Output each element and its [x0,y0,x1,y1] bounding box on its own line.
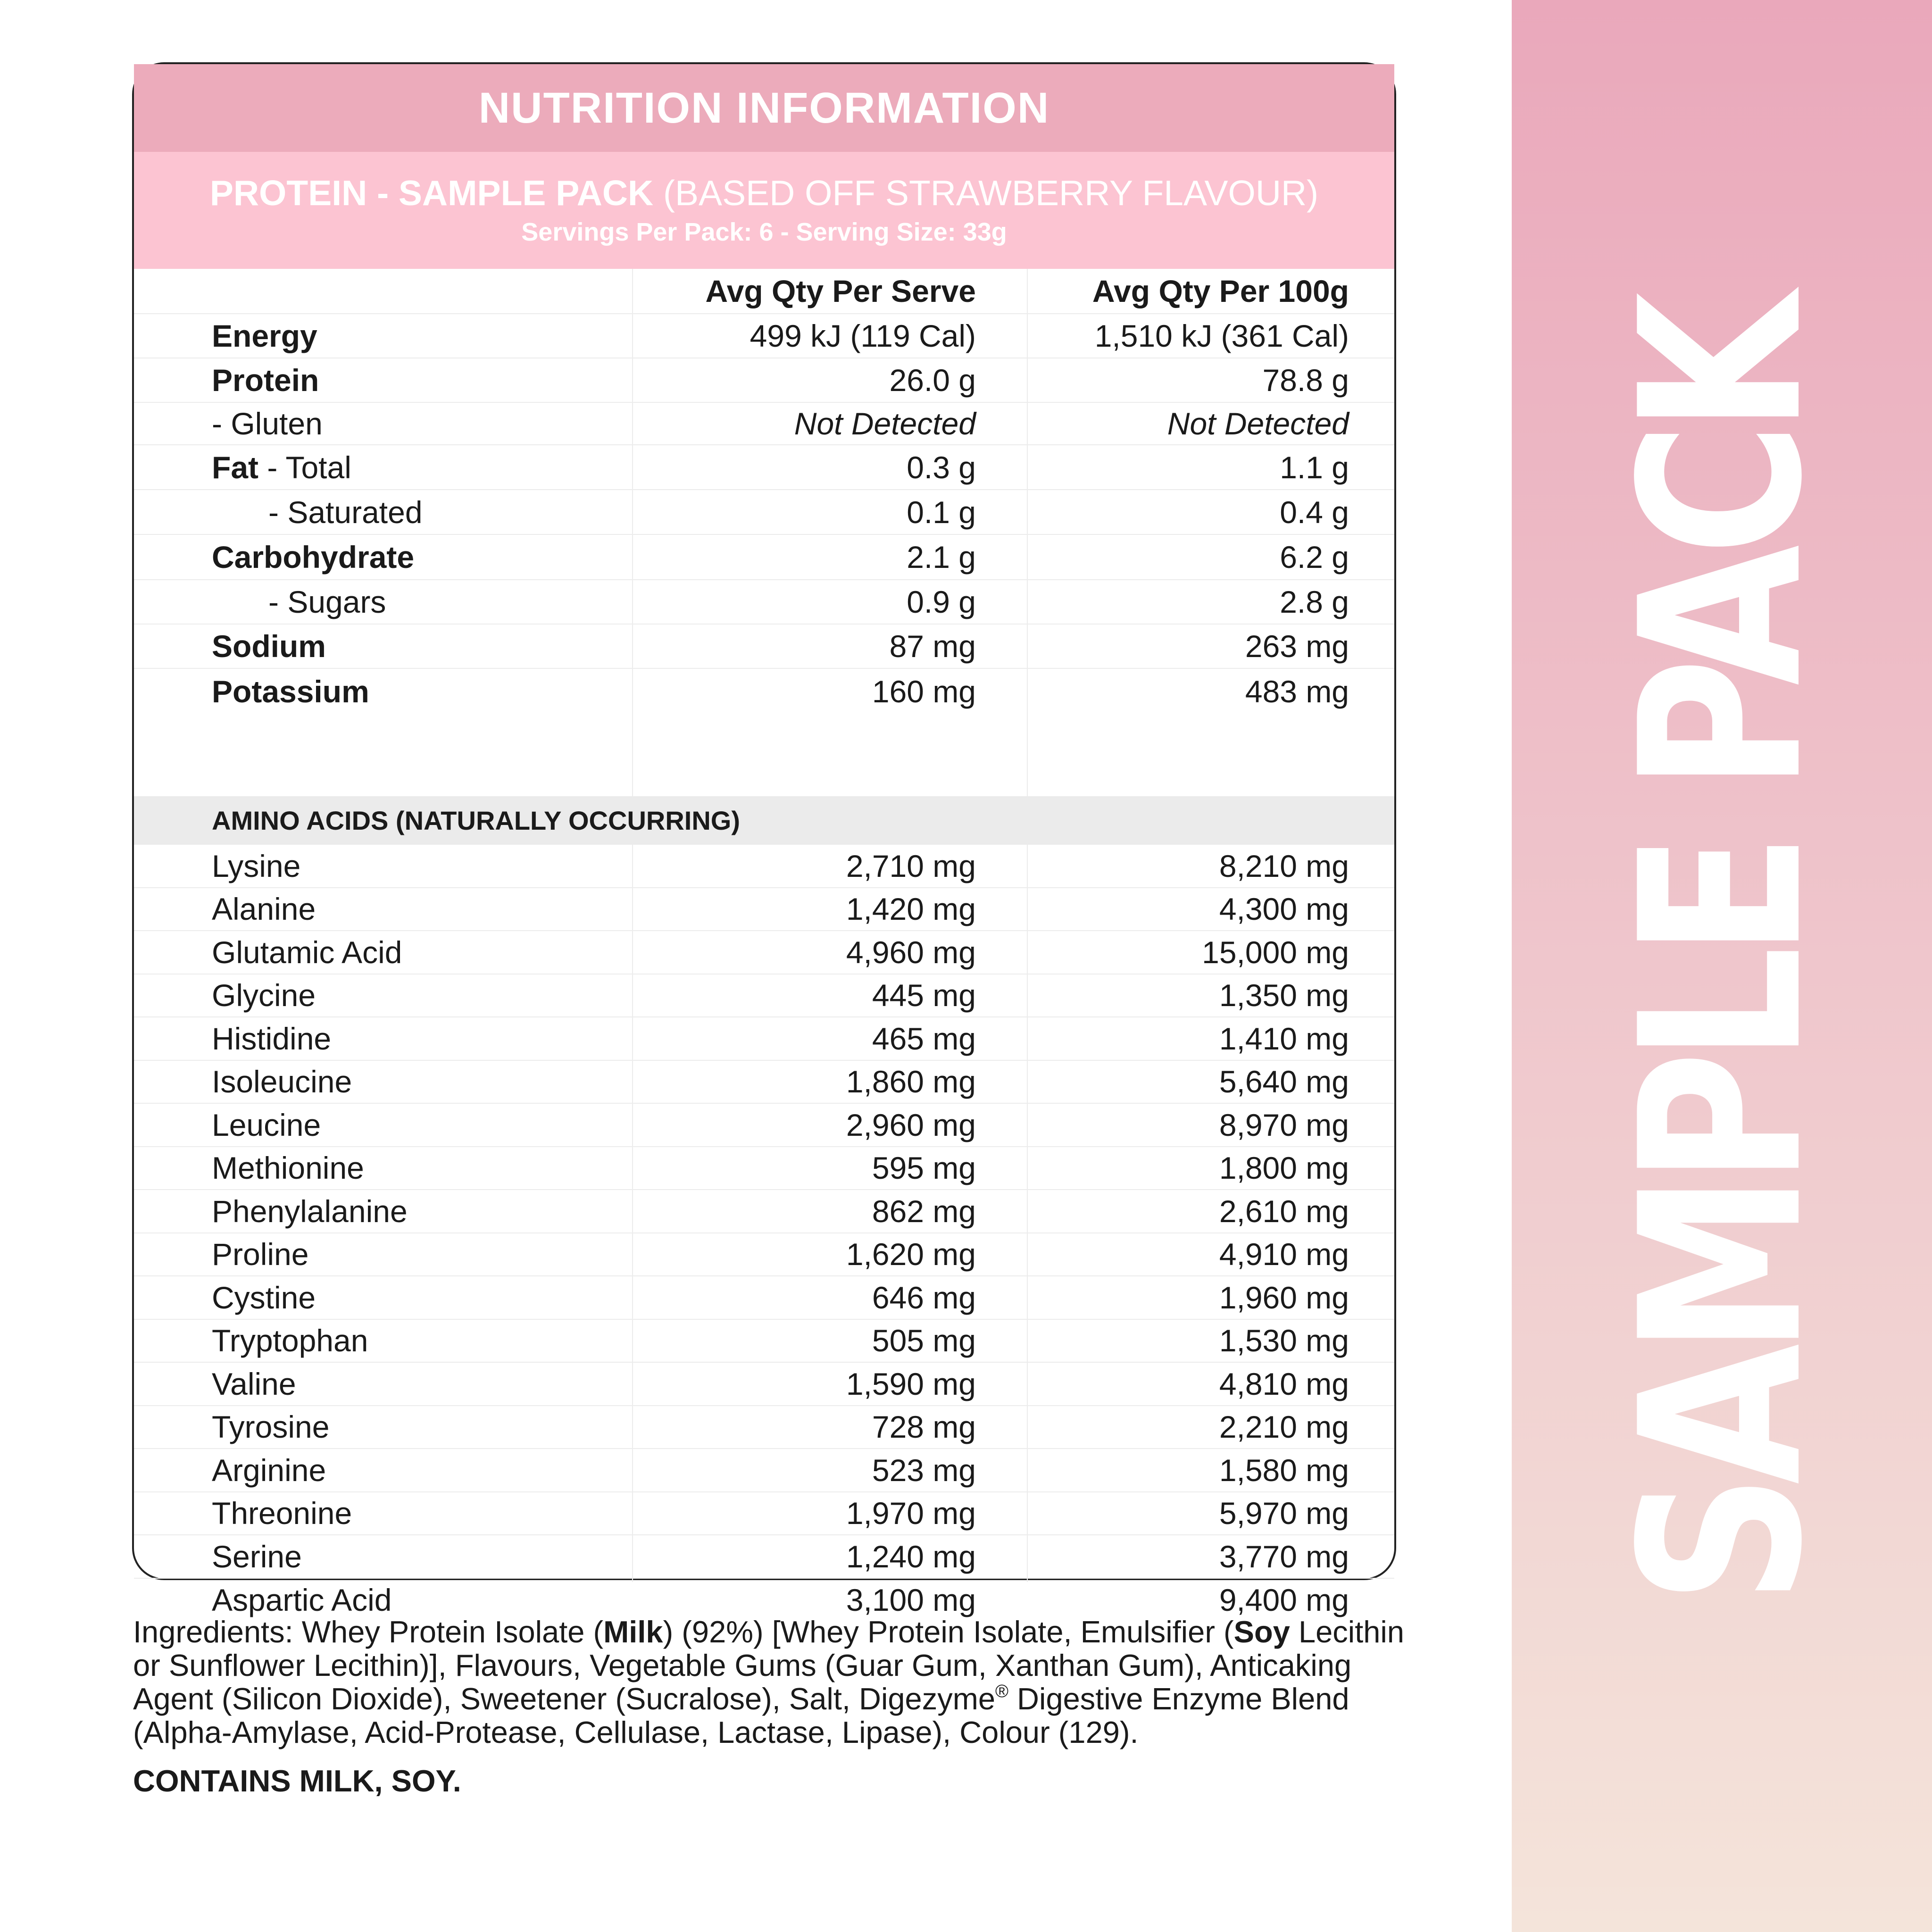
amino-acid-row [134,1017,1394,1061]
nutrient-row [134,580,1394,625]
amino-acid-row [134,845,1394,888]
header-per-serve: Avg Qty Per Serve [705,274,976,308]
amino-acid-label: Arginine [212,1452,326,1488]
nutrient-label: Potassium [212,674,369,709]
product-header [134,152,1394,269]
amino-acid-per-serve: 595 mg [872,1150,976,1186]
amino-acid-per-serve: 646 mg [872,1280,976,1315]
amino-acid-label: Aspartic Acid [212,1582,392,1618]
amino-acid-row [134,1535,1394,1579]
amino-acid-per-100g: 9,400 mg [1219,1582,1349,1618]
header-per-100g: Avg Qty Per 100g [1092,274,1349,308]
amino-acid-per-serve: 505 mg [872,1323,976,1358]
serving-info: Servings Per Pack: 6 - Serving Size: 33g [521,218,1007,246]
nutrient-per-serve: 0.3 g [907,450,976,485]
amino-acid-per-100g: 1,580 mg [1219,1452,1349,1488]
amino-acid-per-serve: 1,860 mg [846,1064,976,1099]
amino-acid-row [134,1061,1394,1104]
amino-acid-per-100g: 2,610 mg [1219,1193,1349,1229]
nutrient-row [134,490,1394,535]
amino-acid-label: Proline [212,1237,309,1272]
sidebar-banner [1512,0,1932,1932]
amino-acid-label: Lysine [212,848,301,883]
nutrient-per-100g: 483 mg [1245,674,1349,709]
nutrient-label: - Sugars [268,584,386,619]
amino-acid-label: Phenylalanine [212,1193,408,1229]
amino-acid-label: Glutamic Acid [212,934,402,970]
nutrient-row [134,358,1394,403]
amino-acid-per-100g: 8,970 mg [1219,1107,1349,1142]
amino-acids-heading: AMINO ACIDS (NATURALLY OCCURRING) [134,796,1394,845]
amino-acid-label: Glycine [212,978,316,1013]
amino-acid-label: Threonine [212,1496,352,1531]
amino-acid-per-serve: 2,960 mg [846,1107,976,1142]
amino-acid-per-100g: 4,910 mg [1219,1237,1349,1272]
amino-acid-per-100g: 1,410 mg [1219,1021,1349,1056]
amino-acid-per-100g: 5,640 mg [1219,1064,1349,1099]
amino-acid-row [134,931,1394,974]
panel-title: NUTRITION INFORMATION [134,64,1394,152]
nutrient-per-100g: 263 mg [1245,629,1349,664]
nutrient-per-serve: 499 kJ (119 Cal) [749,318,976,353]
nutrient-label: Protein [212,363,319,398]
amino-acid-per-100g: 8,210 mg [1219,848,1349,883]
nutrient-per-100g: 1,510 kJ (361 Cal) [1094,318,1349,353]
amino-acid-label: Cystine [212,1280,316,1315]
nutrient-row [134,625,1394,669]
amino-acid-label: Tyrosine [212,1409,330,1445]
nutrient-label: - Gluten [212,406,323,441]
allergen-statement: CONTAINS MILK, SOY. [133,1764,461,1798]
amino-acid-row [134,1233,1394,1277]
nutrient-row [134,535,1394,580]
nutrient-label: Sodium [212,629,326,664]
table-header-row [134,269,1394,314]
amino-acid-per-100g: 1,530 mg [1219,1323,1349,1358]
amino-acid-label: Histidine [212,1021,332,1056]
amino-acid-row [134,1406,1394,1449]
amino-acid-per-serve: 4,960 mg [846,934,976,970]
amino-acid-per-100g: 4,810 mg [1219,1366,1349,1401]
nutrient-label: - Saturated [268,494,423,530]
amino-acid-per-serve: 523 mg [872,1452,976,1488]
nutrient-row [134,669,1394,714]
nutrient-label: Fat - Total [212,450,351,485]
amino-acid-row [134,1147,1394,1191]
amino-acid-per-serve: 1,240 mg [846,1539,976,1574]
nutrient-per-100g: 6.2 g [1280,540,1349,575]
nutrition-panel [132,62,1396,1618]
amino-acid-per-serve: 445 mg [872,978,976,1013]
amino-acid-row [134,1363,1394,1406]
nutrient-row [134,314,1394,358]
nutrient-per-serve: 2.1 g [907,540,976,575]
amino-acid-label: Valine [212,1366,296,1401]
nutrient-row [134,445,1394,490]
amino-acid-per-serve: 1,970 mg [846,1496,976,1531]
nutrient-per-serve: 160 mg [872,674,976,709]
amino-acid-row [134,1276,1394,1320]
nutrient-per-serve: 0.9 g [907,584,976,619]
nutrient-per-serve: Not Detected [794,406,976,441]
amino-acid-row [134,1104,1394,1147]
amino-acid-per-serve: 3,100 mg [846,1582,976,1618]
amino-acid-per-serve: 862 mg [872,1193,976,1229]
amino-acid-label: Serine [212,1539,302,1574]
amino-acid-label: Isoleucine [212,1064,352,1099]
amino-acid-per-serve: 728 mg [872,1409,976,1445]
amino-acid-per-100g: 3,770 mg [1219,1539,1349,1574]
amino-acid-label: Alanine [212,891,316,927]
amino-acid-row [134,888,1394,932]
nutrient-per-serve: 87 mg [889,629,976,664]
amino-acid-per-100g: 5,970 mg [1219,1496,1349,1531]
amino-acid-per-serve: 1,620 mg [846,1237,976,1272]
nutrient-per-100g: 0.4 g [1280,494,1349,530]
nutrient-label: Carbohydrate [212,540,415,575]
ingredients-text: Ingredients: Whey Protein Isolate (Milk) (92%) [Whey Protein Isolate, Emulsifier (Soy Lecithin or Sunflower Lecithin)], Flavours, Vegetable Gums (Guar Gum, Xanthan Gum), Anticaking Agent (Silicon Dioxide), Sweetener (Sucralose), Salt, Digezyme® Digestive Enzyme Blend (Alpha-Amylase, Acid-Protease, Cellulase, Lactase, Lipase), Colour (129). [133,1615,1404,1749]
product-name: PROTEIN - SAMPLE PACK (BASED OFF STRAWBERRY FLAVOUR) [209,173,1319,213]
amino-acid-row [134,974,1394,1018]
nutrient-per-100g: 78.8 g [1262,363,1349,398]
nutrient-per-serve: 26.0 g [889,363,976,398]
amino-acid-row [134,1190,1394,1233]
amino-acid-per-100g: 1,350 mg [1219,978,1349,1013]
amino-acid-per-serve: 2,710 mg [846,848,976,883]
amino-acid-per-100g: 2,210 mg [1219,1409,1349,1445]
sidebar-label: SAMPLE PACK [1592,303,1851,1605]
amino-acid-label: Leucine [212,1107,321,1142]
nutrient-per-100g: Not Detected [1167,406,1349,441]
amino-acid-per-serve: 465 mg [872,1021,976,1056]
amino-acid-row [134,1449,1394,1492]
nutrient-per-100g: 1.1 g [1280,450,1349,485]
amino-acid-per-serve: 1,420 mg [846,891,976,927]
amino-acid-row [134,1320,1394,1363]
amino-acid-label: Methionine [212,1150,364,1186]
nutrient-per-serve: 0.1 g [907,494,976,530]
nutrient-label: Energy [212,318,317,353]
amino-acid-per-100g: 1,800 mg [1219,1150,1349,1186]
amino-acid-per-100g: 4,300 mg [1219,891,1349,927]
amino-acid-per-100g: 15,000 mg [1202,934,1349,970]
amino-acid-row [134,1492,1394,1536]
amino-acid-per-serve: 1,590 mg [846,1366,976,1401]
nutrient-per-100g: 2.8 g [1280,584,1349,619]
amino-acid-label: Tryptophan [212,1323,368,1358]
amino-acid-per-100g: 1,960 mg [1219,1280,1349,1315]
nutrient-row [134,403,1394,445]
